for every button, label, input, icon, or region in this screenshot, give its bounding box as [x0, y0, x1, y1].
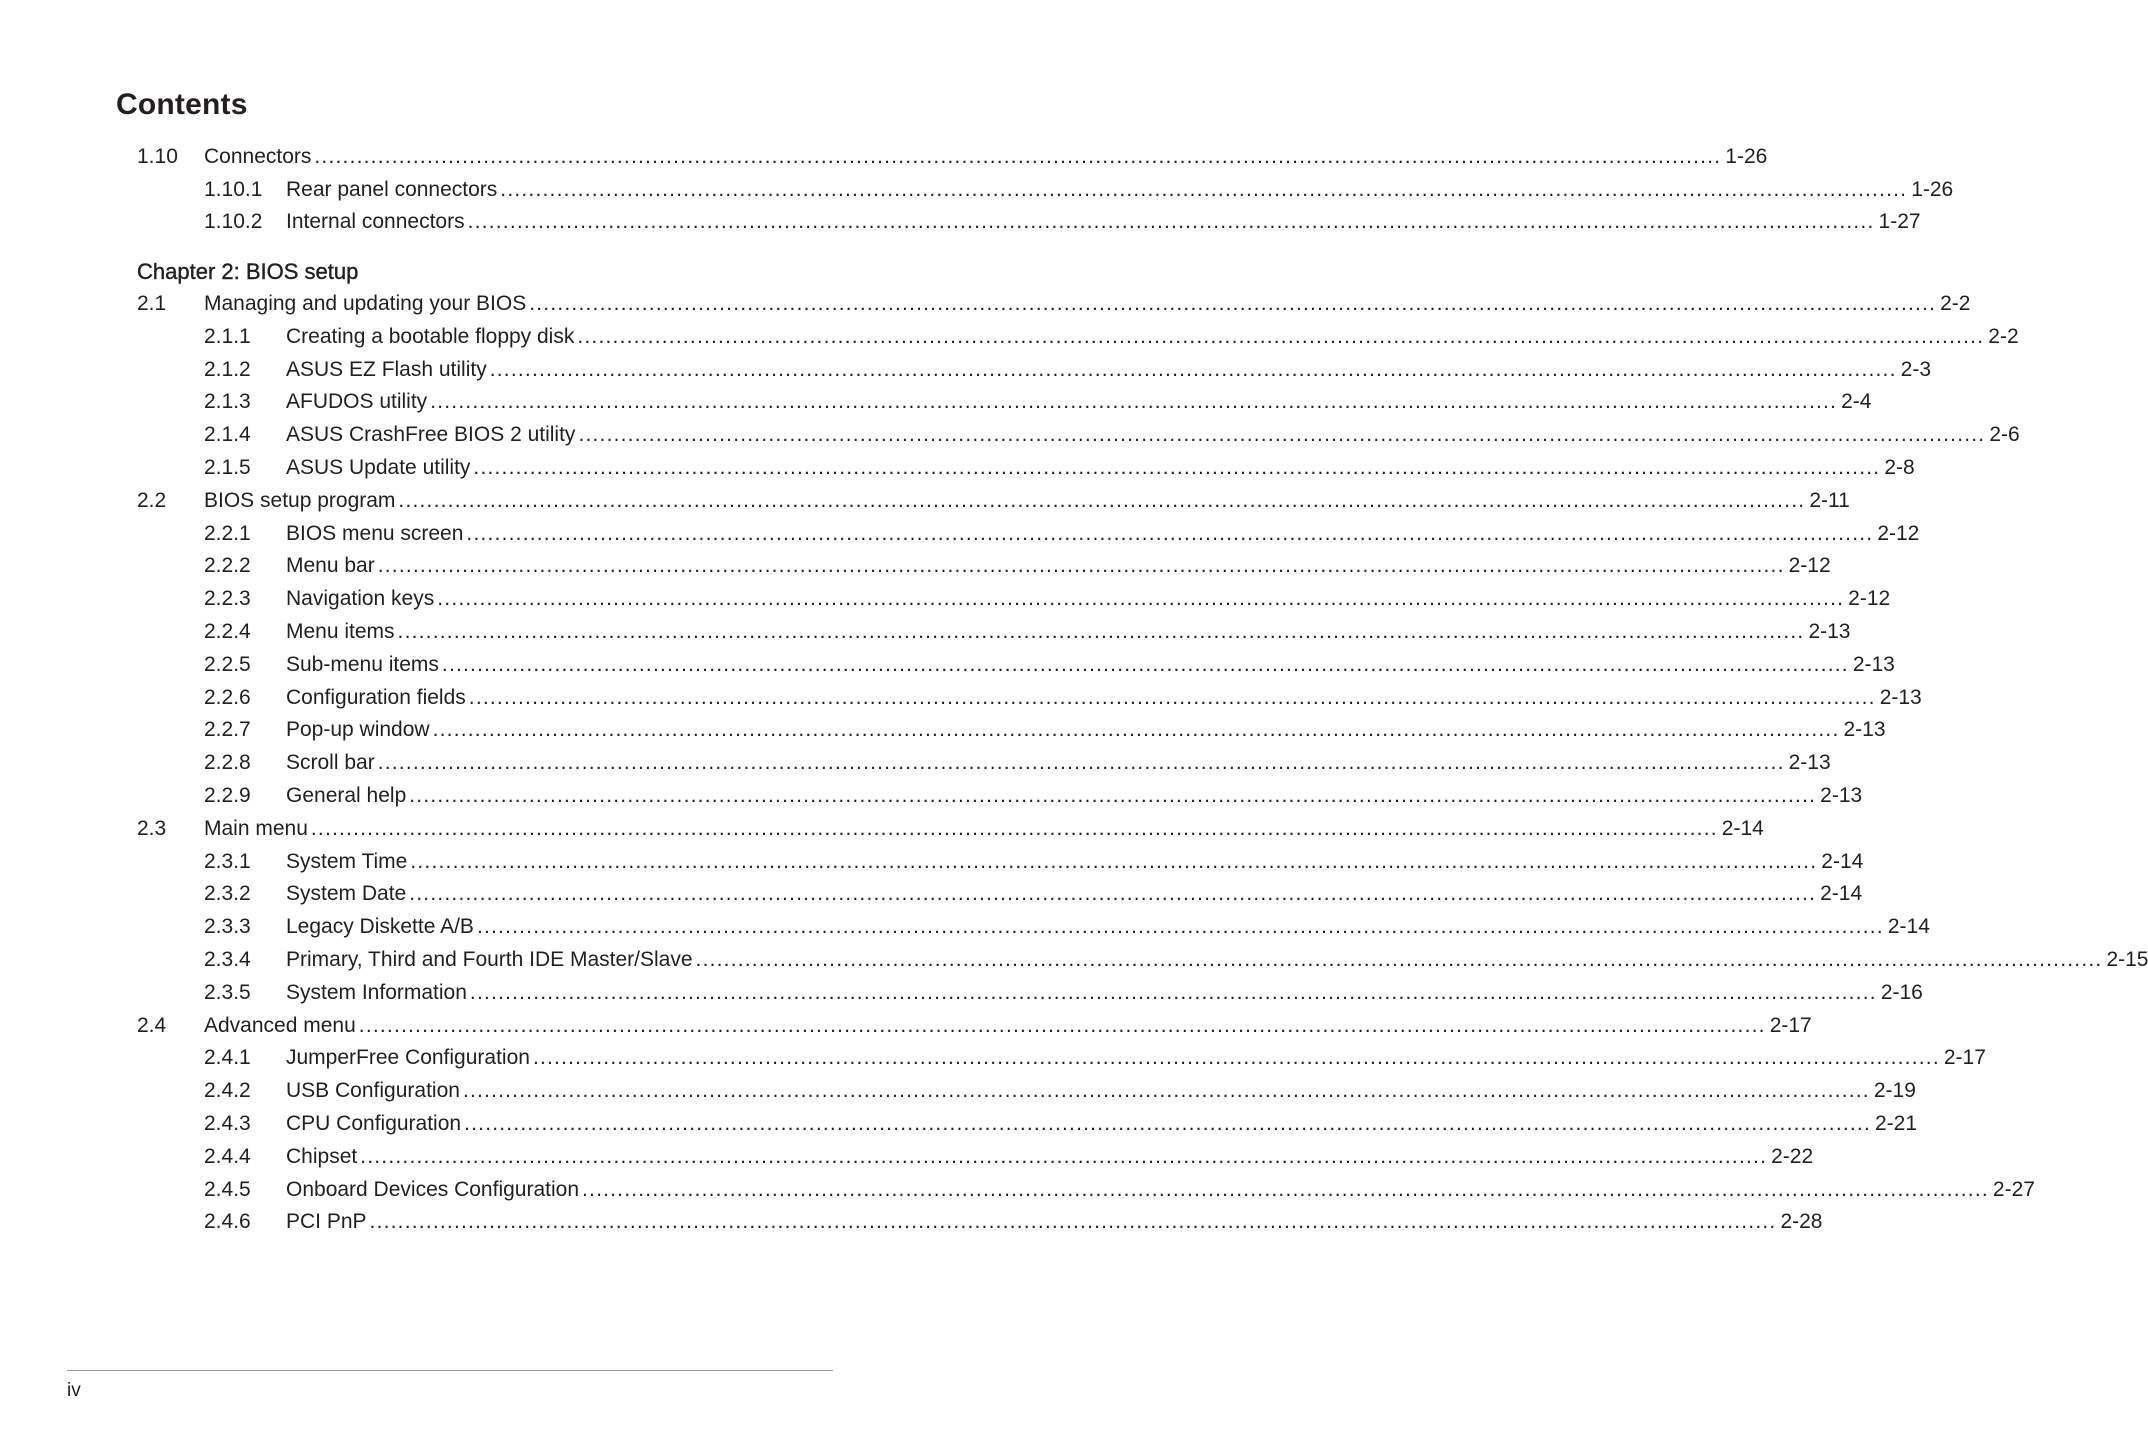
toc-entry-title: ASUS CrashFree BIOS 2 utility: [286, 423, 576, 447]
toc-entry-title: BIOS menu screen: [286, 521, 464, 545]
toc-entry-number: 2.1.3: [204, 390, 251, 414]
toc-entry-number: 2.4.2: [204, 1079, 251, 1103]
toc-entry-page: 2-13: [1820, 784, 1863, 807]
toc-entry-page: 2-27: [1992, 1177, 2035, 1201]
toc-entry-page: 2-22: [1771, 1144, 1814, 1168]
toc-entry[interactable]: [0, 1142, 1814, 1172]
toc-entry-line: [204, 289, 1971, 319]
toc-entry-page: 2-14: [1820, 882, 1863, 906]
toc-entry[interactable]: [0, 142, 1768, 172]
toc-entry-page: 2-28: [1780, 1210, 1823, 1234]
toc-entry-page: 2-21: [1875, 1112, 1918, 1135]
toc-entry-line: [286, 1076, 1916, 1106]
dot-leader: ........................................................................................................................................................................................................: [398, 488, 1806, 512]
toc-entry-line: [286, 650, 1895, 680]
dot-leader: ........................................................................................................................................................................................................: [409, 784, 1817, 807]
dot-leader: ........................................................................................................................................................................................................: [432, 718, 1840, 742]
toc-entry-title: Onboard Devices Configuration: [286, 1177, 579, 1201]
dot-leader: ........................................................................................................................................................................................................: [695, 948, 2103, 971]
dot-leader: ........................................................................................................................................................................................................: [466, 521, 1874, 545]
toc-entry-page: 2-13: [1788, 751, 1831, 775]
toc-entry[interactable]: [0, 879, 1863, 909]
toc-entry-title: System Information: [286, 980, 467, 1004]
toc-entry[interactable]: [0, 289, 1971, 319]
dot-leader: ........................................................................................................................................................................................................: [409, 882, 1817, 906]
toc-entry-page: 2-12: [1788, 554, 1831, 578]
toc-entry-line: [286, 617, 1851, 647]
dot-leader: ........................................................................................................................................................................................................: [500, 177, 1908, 201]
toc-entry-title: System Date: [286, 882, 407, 906]
dot-leader: ........................................................................................................................................................................................................: [469, 980, 1877, 1004]
toc-entry-title: Internal connectors: [286, 210, 465, 234]
toc-entry-title: Connectors: [204, 145, 312, 168]
toc-entry[interactable]: [0, 683, 1922, 713]
toc-entry[interactable]: [0, 584, 1891, 614]
toc-entry-page: 2-14: [1887, 915, 1930, 939]
toc-entry-title: BIOS setup program: [204, 488, 396, 512]
toc-entry[interactable]: [0, 1076, 1916, 1106]
toc-entry-line: [286, 551, 1831, 581]
dot-leader: ........................................................................................................................................................................................................: [377, 751, 1785, 775]
toc-entry-page: 1-27: [1878, 210, 1921, 234]
toc-entry-line: [286, 519, 1920, 549]
dot-leader: ........................................................................................................................................................................................................: [473, 456, 1881, 479]
toc-entry-page: 2-8: [1884, 456, 1915, 479]
toc-entry-line: [286, 584, 1891, 614]
toc-entry[interactable]: [0, 355, 1931, 385]
toc-entry[interactable]: [0, 175, 1954, 205]
toc-entry-title: Managing and updating your BIOS: [204, 292, 527, 315]
toc-entry-line: [286, 879, 1863, 909]
toc-entry-line: [286, 420, 2020, 450]
toc-entry-line: [286, 1175, 2035, 1205]
toc-entry-page: 2-13: [1843, 718, 1886, 742]
toc-entry[interactable]: [0, 453, 1915, 483]
toc-entry-number: 2.2.6: [204, 685, 251, 709]
toc-entry-number: 2.4.3: [204, 1112, 251, 1135]
toc-entry-number: 2.2.4: [204, 620, 251, 643]
dot-leader: ........................................................................................................................................................................................................: [489, 357, 1897, 381]
toc-entry-number: 2.1.1: [204, 324, 251, 348]
dot-leader: ........................................................................................................................................................................................................: [314, 145, 1722, 168]
toc-entry-title: General help: [286, 784, 407, 807]
toc-entry-title: Navigation keys: [286, 587, 435, 611]
toc-entry-title: Menu bar: [286, 554, 375, 578]
toc-entry-number: 2.3.4: [204, 948, 251, 971]
dot-leader: ........................................................................................................................................................................................................: [529, 292, 1937, 315]
toc-entry-page: 2-2: [1988, 324, 2019, 348]
toc-entry-page: 2-11: [1809, 488, 1850, 512]
toc-entry[interactable]: [0, 715, 1886, 745]
toc-entry-line: [286, 355, 1931, 385]
toc-entry-page: 2-16: [1880, 980, 1923, 1004]
toc-entry-number: 2.2: [137, 488, 167, 512]
dot-leader: ........................................................................................................................................................................................................: [532, 1046, 1940, 1070]
toc-entry-line: [286, 945, 2148, 975]
toc-entry-number: 2.2.8: [204, 751, 251, 775]
toc-entry-page: 2-13: [1879, 685, 1922, 709]
dot-leader: ........................................................................................................................................................................................................: [358, 1013, 1766, 1037]
toc-entry[interactable]: [0, 617, 1851, 647]
toc-entry-line: [286, 1142, 1814, 1172]
toc-entry[interactable]: [0, 486, 1850, 516]
dot-leader: ........................................................................................................................................................................................................: [360, 1144, 1768, 1168]
toc-entry[interactable]: [0, 945, 2148, 975]
toc-entry-page: 2-17: [1943, 1046, 1986, 1070]
toc-entry-title: Creating a bootable floppy disk: [286, 324, 575, 348]
dot-leader: ........................................................................................................................................................................................................: [437, 587, 1845, 611]
toc-entry-number: 2.2.7: [204, 718, 251, 742]
toc-entry-number: 2.2.5: [204, 652, 251, 676]
page-title: Contents: [116, 88, 248, 121]
footer-divider: [67, 1370, 833, 1371]
toc-entry-title: USB Configuration: [286, 1079, 460, 1103]
toc-entry-line: [286, 683, 1922, 713]
toc-entry[interactable]: [0, 1175, 2035, 1205]
toc-entry-line: [286, 207, 1921, 237]
toc-entry-number: 2.3.5: [204, 980, 251, 1004]
toc-entry-page: 1-26: [1911, 177, 1954, 201]
toc-entry-title: CPU Configuration: [286, 1112, 462, 1135]
toc-entry-number: 2.3.1: [204, 849, 251, 873]
toc-entry-title: Scroll bar: [286, 751, 375, 775]
toc-entry-title: Pop-up window: [286, 718, 430, 742]
toc-entry-title: Advanced menu: [204, 1013, 356, 1037]
toc-entry-line: [286, 748, 1831, 778]
toc-entry-number: 2.1.4: [204, 423, 251, 447]
toc-entry-title: System Time: [286, 849, 408, 873]
toc-entry-line: [286, 453, 1915, 483]
toc-entry-line: [286, 1207, 1823, 1237]
toc-entry-line: [286, 847, 1864, 877]
toc-entry-title: Configuration fields: [286, 685, 466, 709]
toc-entry[interactable]: [0, 1109, 1918, 1139]
toc-entry[interactable]: [0, 387, 1872, 417]
toc-entry-line: [286, 912, 1930, 942]
toc-entry-line: [286, 175, 1954, 205]
dot-leader: ........................................................................................................................................................................................................: [310, 816, 1718, 840]
toc-entry[interactable]: [0, 814, 1764, 844]
dot-leader: ........................................................................................................................................................................................................: [377, 554, 1785, 578]
toc-entry-line: [204, 814, 1764, 844]
toc-entry-page: 2-14: [1721, 816, 1764, 840]
toc-entry-title: Chipset: [286, 1144, 358, 1168]
toc-entry-title: PCI PnP: [286, 1210, 367, 1234]
toc-entry[interactable]: [0, 551, 1831, 581]
toc-entry-line: [286, 1109, 1918, 1139]
toc-entry-page: 2-14: [1821, 849, 1864, 873]
toc-entry-title: Sub-menu items: [286, 652, 439, 676]
toc-entry[interactable]: [0, 519, 1920, 549]
toc-entry-number: 2.4: [137, 1013, 167, 1037]
dot-leader: ........................................................................................................................................................................................................: [369, 1210, 1777, 1234]
toc-entry-number: 2.2.2: [204, 554, 251, 578]
toc-entry-number: 1.10.1: [204, 177, 263, 201]
toc-entry-line: [204, 486, 1850, 516]
toc-entry-number: 2.1.2: [204, 357, 251, 381]
toc-entry-page: 2-2: [1940, 292, 1971, 315]
toc-entry-title: ASUS EZ Flash utility: [286, 357, 487, 381]
toc-entry[interactable]: [0, 650, 1895, 680]
toc-entry-number: 2.2.1: [204, 521, 251, 545]
toc-entry-number: 2.1: [137, 292, 167, 315]
toc-entry-title: Main menu: [204, 816, 308, 840]
toc-entry-number: 1.10: [137, 145, 178, 168]
toc-entry-page: 2-17: [1769, 1013, 1812, 1037]
toc-entry-page: 2-15: [2106, 948, 2148, 971]
dot-leader: ........................................................................................................................................................................................................: [464, 1112, 1871, 1135]
toc-entry[interactable]: [0, 207, 1921, 237]
toc-entry-title: ASUS Update utility: [286, 456, 471, 479]
toc-entry-title: Primary, Third and Fourth IDE Master/Slave: [286, 948, 693, 971]
toc-entry-number: 2.3: [137, 816, 167, 840]
toc-entry-number: 2.4.4: [204, 1144, 251, 1168]
dot-leader: ........................................................................................................................................................................................................: [430, 390, 1838, 414]
toc-entry-line: [286, 781, 1863, 811]
toc-entry-title: AFUDOS utility: [286, 390, 428, 414]
toc-entry-title: Rear panel connectors: [286, 177, 498, 201]
toc-entry-title: Legacy Diskette A/B: [286, 915, 474, 939]
toc-entry-line: [286, 1043, 1986, 1073]
toc-entry-number: 2.3.3: [204, 915, 251, 939]
toc-entry[interactable]: [0, 748, 1831, 778]
toc-entry[interactable]: [0, 1207, 1823, 1237]
dot-leader: ........................................................................................................................................................................................................: [441, 652, 1849, 676]
toc-entry-page: 2-13: [1852, 652, 1895, 676]
toc-entry[interactable]: [0, 322, 2019, 352]
toc-entry-line: [204, 1011, 1812, 1041]
footer-page-number: iv: [67, 1380, 81, 1401]
toc-entry[interactable]: [0, 420, 2020, 450]
dot-leader: ........................................................................................................................................................................................................: [468, 685, 1876, 709]
toc-entry-title: Menu items: [286, 620, 395, 643]
dot-leader: ........................................................................................................................................................................................................: [577, 324, 1985, 348]
toc-entry-number: 2.4.5: [204, 1177, 251, 1201]
toc-entry-number: 2.2.3: [204, 587, 251, 611]
toc-entry[interactable]: [0, 912, 1930, 942]
toc-entry-line: [286, 387, 1872, 417]
toc-entry-page: 2-4: [1841, 390, 1872, 414]
toc-entry-line: [204, 142, 1768, 172]
dot-leader: ........................................................................................................................................................................................................: [582, 1177, 1989, 1201]
toc-entry[interactable]: [0, 847, 1864, 877]
toc-entry-number: 1.10.2: [204, 210, 263, 234]
toc-entry-line: [286, 978, 1923, 1008]
toc-entry-number: 2.2.9: [204, 784, 251, 807]
toc-entry-title: JumperFree Configuration: [286, 1046, 530, 1070]
toc-entry-page: 2-3: [1900, 357, 1931, 381]
toc-entry-line: [286, 715, 1886, 745]
toc-entry[interactable]: [0, 978, 1923, 1008]
toc-entry-number: 2.1.5: [204, 456, 251, 479]
toc-entry-page: 2-12: [1848, 587, 1891, 611]
toc-entry[interactable]: [0, 781, 1863, 811]
toc-entry-number: 2.3.2: [204, 882, 251, 906]
toc-entry-page: 2-12: [1877, 521, 1920, 545]
toc-entry-page: 1-26: [1725, 145, 1768, 168]
toc-entry[interactable]: [0, 1011, 1812, 1041]
dot-leader: ........................................................................................................................................................................................................: [467, 210, 1875, 234]
toc-entry-number: 2.4.1: [204, 1046, 251, 1070]
toc-entry-number: 2.4.6: [204, 1210, 251, 1234]
dot-leader: ........................................................................................................................................................................................................: [397, 620, 1805, 643]
dot-leader: ........................................................................................................................................................................................................: [410, 849, 1818, 873]
toc-entry[interactable]: [0, 1043, 1986, 1073]
toc-entry-page: 2-6: [1989, 423, 2020, 447]
toc-entry-page: 2-13: [1808, 620, 1851, 643]
toc-entry-line: [286, 322, 2019, 352]
chapter-heading: Chapter 2: BIOS setup: [137, 259, 359, 284]
dot-leader: ........................................................................................................................................................................................................: [476, 915, 1884, 939]
toc-entry-page: 2-19: [1873, 1079, 1916, 1103]
dot-leader: ........................................................................................................................................................................................................: [462, 1079, 1870, 1103]
dot-leader: ........................................................................................................................................................................................................: [578, 423, 1986, 447]
